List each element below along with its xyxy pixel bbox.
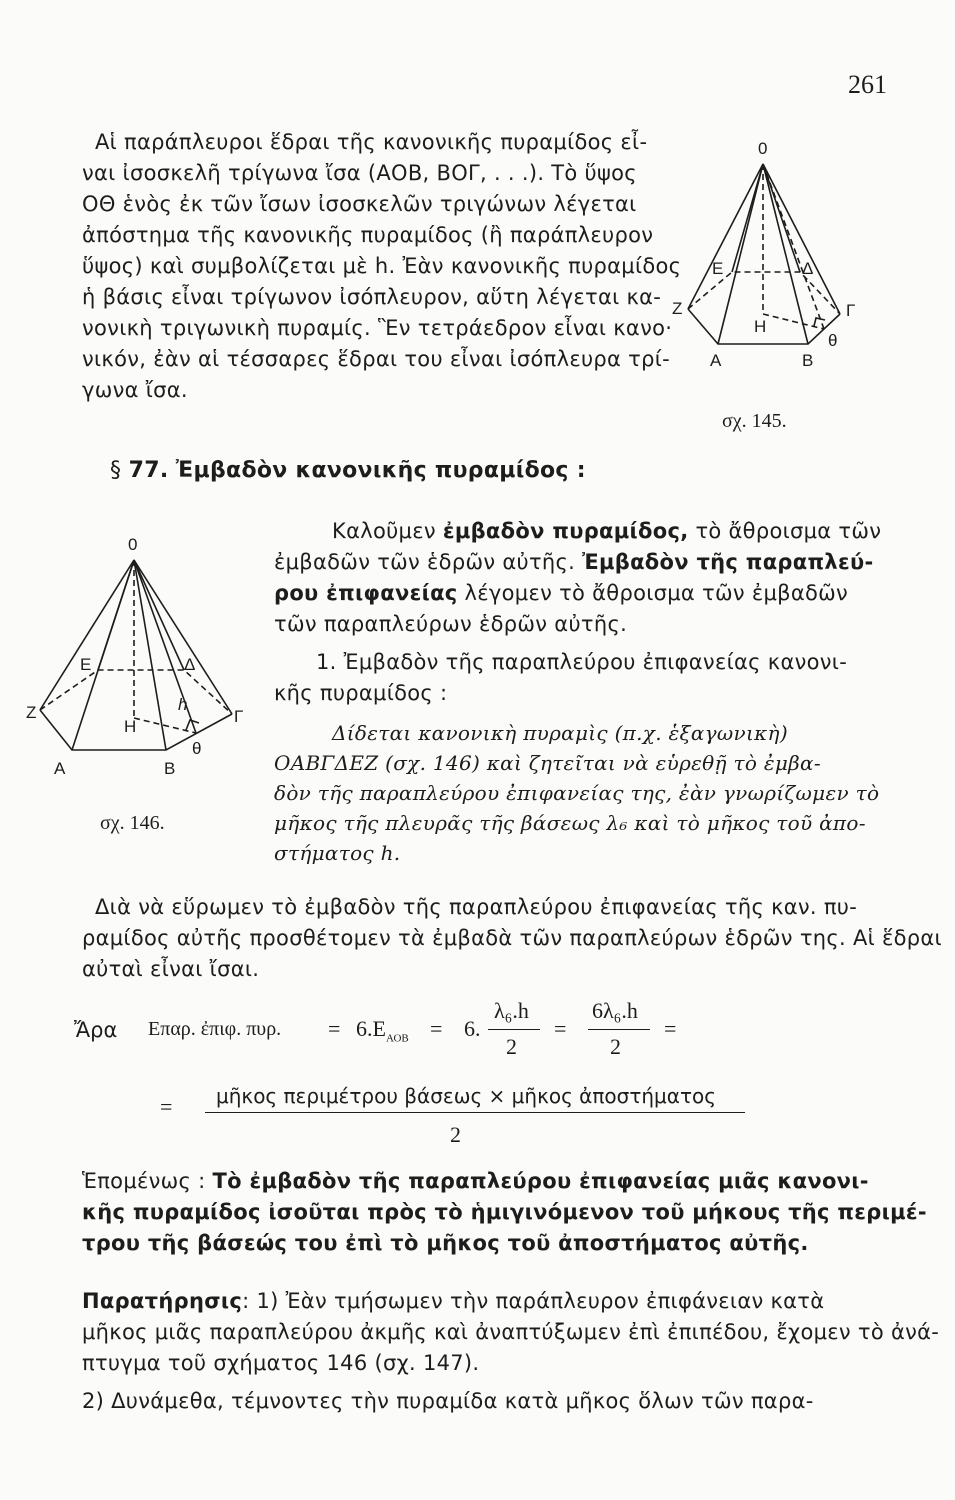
frac2-bar: [588, 1029, 650, 1030]
text-line: ἡ βάσις εἶναι τρίγωνον ἰσόπλευρον, αὕτη λέγεται κα-: [82, 285, 662, 309]
fig146-label-theta: θ: [192, 739, 202, 758]
text-span: τὸ ἄθροισμα τῶν: [688, 519, 882, 543]
bold-term: ρου ἐπιφανείας: [274, 581, 458, 605]
fig145-label-h: Η: [754, 317, 767, 336]
figure-145-pyramid: [650, 132, 880, 382]
figure-146-caption: σχ. 146.: [100, 812, 165, 834]
fig145-label-d: Δ: [802, 259, 814, 278]
formula-term1: [356, 1016, 409, 1044]
frac1-bar: [488, 1029, 540, 1030]
formula-eq: =: [430, 1016, 443, 1041]
frac3-denominator: 2: [450, 1122, 461, 1147]
figure-146-pyramid: [28, 530, 258, 790]
bold-term: ἐμβαδὸν πυραμίδος,: [442, 519, 689, 543]
formula-lhs: Eπαρ. ἐπιφ. πυρ.: [148, 1018, 282, 1040]
text-line: ὕψος) καὶ συμβολίζεται μὲ h. Ἐὰν κανονικῆς πυραμίδος: [82, 254, 682, 278]
term1-sub: ΑΟΒ: [385, 1032, 409, 1045]
text-line: [332, 516, 881, 546]
frac1-numerator: λ₆.h: [494, 998, 529, 1023]
text-line: νονικὴ τριγωνικὴ πυραμίς. Ἓν τετράεδρον εἶναι κανο·: [82, 316, 673, 340]
text-line: νικόν, ἐὰν αἱ τέσσαρες ἕδραι του εἶναι ἰσόπλευρα τρί-: [82, 347, 671, 371]
fig145-label-a: Α: [710, 351, 722, 370]
text-line: μῆκος τῆς πλευρᾶς τῆς βάσεως λ₆ καὶ τὸ μῆκος τοῦ ἀπο-: [274, 811, 866, 835]
text-line: ναι ἰσοσκελῆ τρίγωνα ἴσα (ΑΟΒ, ΒΟΓ, . . .). Τὸ ὕψος: [82, 161, 637, 185]
fig146-label-e: Ε: [80, 655, 92, 674]
bold-statement: Τὸ ἐμβαδὸν τῆς παραπλεύρου ἐπιφανείας μιᾶς κανονι-: [212, 1169, 869, 1193]
term1-text: 6.E: [356, 1016, 386, 1041]
text-line: Αἱ παράπλευροι ἕδραι τῆς κανονικῆς πυραμίδος εἶ-: [95, 130, 648, 154]
fig146-label-apothem: h: [178, 695, 188, 714]
text-span: ἐμβαδῶν τῶν ἑδρῶν αὐτῆς.: [274, 550, 583, 574]
section-title: Ἐμβαδὸν κανονικῆς πυραμίδος :: [175, 458, 586, 483]
figure-145-caption: σχ. 145.: [722, 410, 787, 432]
formula-ara: Ἄρα: [74, 1018, 118, 1042]
formula-term2: 6.: [464, 1016, 481, 1041]
remark-label: Παρατήρησις: [82, 1289, 243, 1313]
text-line: μῆκος μιᾶς παραπλεύρου ἀκμῆς καὶ ἀναπτύξωμεν ἐπὶ ἐπιπέδου, ἔχομεν τὸ ἀνά-: [82, 1320, 940, 1344]
fig145-label-z: Ζ: [672, 299, 683, 318]
text-line: κῆς πυραμίδος ἰσοῦται πρὸς τὸ ἡμιγινόμενον τοῦ μήκους τῆς περιμέ-: [82, 1200, 927, 1224]
text-line: πτυγμα τοῦ σχήματος 146 (σχ. 147).: [82, 1351, 480, 1375]
fig146-label-o: 0: [128, 535, 138, 554]
page-number: 261: [848, 70, 887, 99]
text-line: ΟΑΒΓΔΕΖ (σχ. 146) καὶ ζητεῖται νὰ εὑρεθῇ τὸ ἐμβα-: [274, 751, 821, 775]
text-line: [82, 1286, 824, 1316]
section-heading: [110, 456, 586, 486]
frac3-numerator: μῆκος περιμέτρου βάσεως × μῆκος ἀποστήματος: [216, 1084, 716, 1108]
formula-eq: =: [160, 1094, 173, 1119]
frac2-numerator: 6λ₆.h: [592, 998, 638, 1023]
item-1-title-cont: κῆς πυραμίδος :: [274, 681, 448, 705]
text-span: Ἑπομένως :: [82, 1169, 213, 1193]
fig146-label-b: Β: [164, 759, 176, 778]
text-line: τῶν παραπλεύρων ἑδρῶν αὐτῆς.: [274, 612, 628, 636]
formula-eq: =: [664, 1016, 677, 1041]
text-line: Διὰ νὰ εὕρωμεν τὸ ἐμβαδὸν τῆς παραπλεύρου ἐπιφανείας τῆς καν. πυ-: [95, 895, 858, 919]
frac3-bar: [205, 1112, 745, 1113]
fig145-label-g: Γ: [846, 301, 856, 320]
text-line: [274, 578, 848, 608]
section-number: 77.: [128, 458, 169, 483]
formula-eq: =: [328, 1016, 341, 1041]
text-line: τρου τῆς βάσεώς του ἐπὶ τὸ μῆκος τοῦ ἀποστήματος αὐτῆς.: [82, 1231, 809, 1255]
text-line: Δίδεται κανονικὴ πυραμὶς (π.χ. ἑξαγωνικὴ): [332, 721, 788, 745]
text-line: αὐταὶ εἶναι ἴσαι.: [82, 957, 260, 981]
text-line: ΟΘ ἑνὸς ἐκ τῶν ἴσων ἰσοσκελῶν τριγώνων λέγεται: [82, 192, 637, 216]
text-span: λέγομεν τὸ ἄθροισμα τῶν ἐμβαδῶν: [457, 581, 849, 605]
formula-eq: =: [554, 1016, 567, 1041]
text-line: στήματος h.: [274, 841, 401, 865]
text-line: 2) Δυνάμεθα, τέμνοντες τὴν πυραμίδα κατὰ μῆκος ὅλων τῶν παρα-: [82, 1389, 814, 1413]
text-line: [274, 547, 873, 577]
fig146-label-a: Α: [54, 759, 66, 778]
fig146-label-g: Γ: [234, 707, 244, 726]
frac1-denominator: 2: [506, 1034, 517, 1059]
text-line: γωνα ἴσα.: [82, 378, 188, 402]
fig146-label-h: Η: [124, 717, 137, 736]
frac2-denominator: 2: [610, 1034, 621, 1059]
fig145-label-b: Β: [802, 351, 814, 370]
fig145-label-theta: θ: [828, 331, 838, 350]
text-line: δὸν τῆς παραπλεύρου ἐπιφανείας της, ἐὰν γνωρίζωμεν τὸ: [274, 781, 880, 805]
fig146-label-d: Δ: [184, 655, 196, 674]
text-span: : 1) Ἐὰν τμήσωμεν τὴν παράπλευρον ἐπιφάνειαν κατὰ: [242, 1289, 825, 1313]
bold-term: Ἐμβαδὸν τῆς παραπλεύ-: [582, 550, 874, 574]
section-symbol: §: [110, 458, 122, 483]
text-span: Καλοῦμεν: [332, 519, 443, 543]
fig145-label-o: 0: [758, 139, 768, 158]
text-line: [82, 1166, 869, 1196]
fig145-label-e: Ε: [712, 259, 724, 278]
text-line: ἀπόστημα τῆς κανονικῆς πυραμίδος (ἢ παράπλευρον: [82, 223, 654, 247]
item-1-title: 1. Ἐμβαδὸν τῆς παραπλεύρου ἐπιφανείας κανονι-: [316, 650, 848, 674]
text-line: ραμίδος αὐτῆς προσθέτομεν τὰ ἐμβαδὰ τῶν παραπλεύρων ἑδρῶν της. Αἱ ἕδραι: [82, 926, 942, 950]
fig146-label-z: Ζ: [26, 703, 37, 722]
